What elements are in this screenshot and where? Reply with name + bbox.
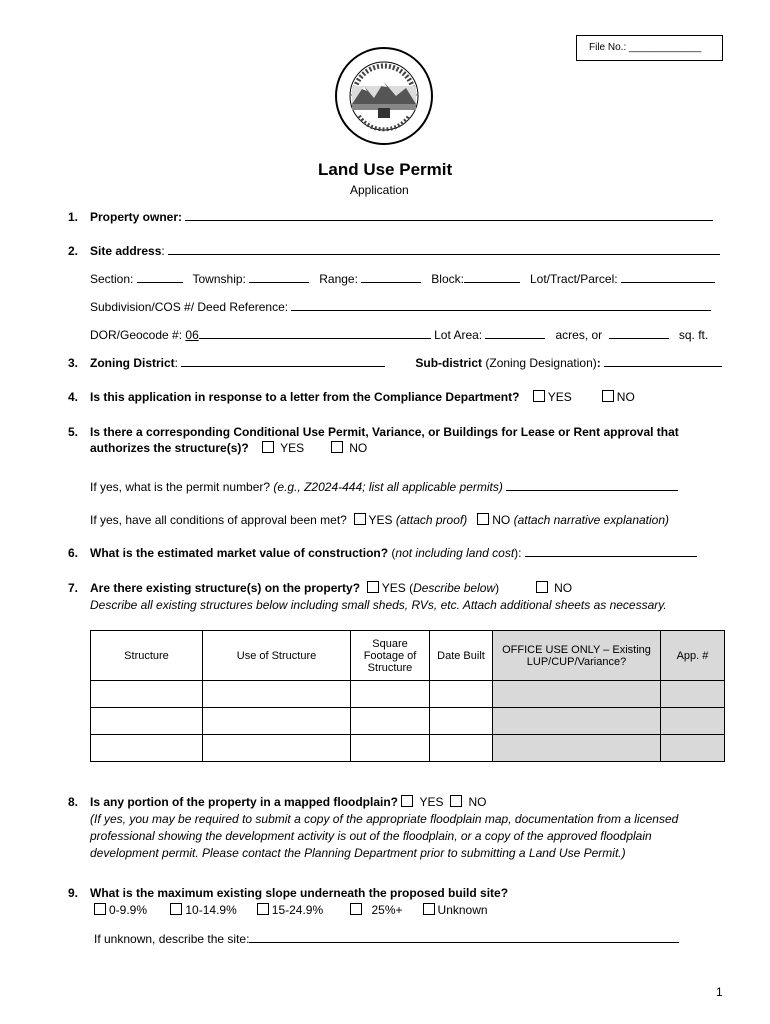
q5-no-label: NO — [349, 441, 368, 455]
subdistrict-paren: (Zoning Designation) — [485, 356, 597, 370]
county-seal-image — [334, 46, 434, 146]
dor-label: DOR/Geocode #: — [90, 328, 183, 342]
q1-label: Property owner: — [90, 210, 183, 224]
section-field[interactable] — [137, 272, 183, 283]
slope-options — [94, 903, 488, 917]
table-header: Square Footage of Structure — [351, 631, 430, 681]
q7-yes-hint: Describe below — [413, 581, 496, 595]
slope-25-plus-label: 25%+ — [371, 903, 403, 917]
subdivision-field[interactable] — [291, 300, 711, 311]
q7-yes-checkbox[interactable] — [367, 581, 379, 593]
site-address-field[interactable] — [168, 244, 720, 255]
conditions-question: If yes, have all conditions of approval been met? — [90, 513, 347, 527]
location-row — [90, 272, 715, 286]
table-header: App. # — [661, 631, 725, 681]
q7-no-label: NO — [554, 581, 573, 595]
section-label: Section: — [90, 272, 134, 286]
table-cell[interactable] — [351, 681, 430, 708]
conditions-no-hint: (attach narrative explanation) — [513, 513, 670, 527]
question-3: 3. Zoning District: Sub-district (Zoning Designation): — [68, 356, 722, 370]
slope-0-9-label: 0-9.9% — [109, 903, 148, 917]
table-cell[interactable] — [430, 681, 493, 708]
table-row — [91, 735, 725, 762]
q3-label: Zoning District — [90, 356, 175, 370]
q5-number: 5. — [68, 425, 79, 439]
township-label: Township: — [192, 272, 246, 286]
slope-15-24-checkbox[interactable] — [257, 903, 269, 915]
q5-permit-row — [90, 480, 678, 494]
q4-yes-checkbox[interactable] — [533, 390, 545, 402]
q7-instructions: Describe all existing structures below including small sheds, RVs, etc. Attach additional sheets as necessary. — [90, 598, 667, 612]
q5-yes-label: YES — [280, 441, 305, 455]
conditions-no-label: NO — [492, 513, 511, 527]
lot-field[interactable] — [621, 272, 715, 283]
q4-no-checkbox[interactable] — [602, 390, 614, 402]
slope-describe-label: If unknown, describe the site: — [94, 932, 250, 946]
conditions-no-checkbox[interactable] — [477, 513, 489, 525]
q8-note-line1: (If yes, you may be required to submit a copy of the appropriate floodplain map, documentation from a licensed — [90, 812, 679, 826]
dor-row — [90, 328, 708, 342]
q6-number: 6. — [68, 546, 79, 560]
lot-label: Lot/Tract/Parcel: — [530, 272, 618, 286]
table-cell[interactable] — [91, 735, 203, 762]
table-cell-office-use — [661, 735, 725, 762]
table-cell[interactable] — [430, 735, 493, 762]
table-cell[interactable] — [430, 708, 493, 735]
table-cell[interactable] — [203, 735, 351, 762]
q3-number: 3. — [68, 356, 79, 370]
question-4 — [68, 390, 635, 404]
table-header: Use of Structure — [203, 631, 351, 681]
sqft-field[interactable] — [609, 328, 669, 339]
table-cell[interactable] — [203, 708, 351, 735]
range-label: Range: — [319, 272, 358, 286]
q8-yes-label: YES — [419, 795, 444, 809]
subdivision-row — [90, 300, 711, 314]
question-7: 7. Are there existing structure(s) on the property? YES (Describe below) NO — [68, 581, 573, 595]
q4-number: 4. — [68, 390, 79, 404]
lot-area-label: Lot Area: — [434, 328, 483, 342]
q7-no-checkbox[interactable] — [536, 581, 548, 593]
table-cell-office-use — [493, 735, 661, 762]
q7-number: 7. — [68, 581, 79, 595]
dor-field[interactable] — [199, 328, 431, 339]
question-8 — [68, 795, 487, 809]
table-header: OFFICE USE ONLY – Existing LUP/CUP/Variance? — [493, 631, 661, 681]
q5-conditions-row — [90, 513, 669, 527]
page-subtitle: Application — [350, 183, 409, 197]
table-cell-office-use — [493, 708, 661, 735]
question-5-line1 — [68, 425, 679, 439]
slope-describe-row — [94, 932, 679, 946]
q1-number: 1. — [68, 210, 79, 224]
q4-no-label: NO — [616, 390, 635, 404]
q7-label: Are there existing structure(s) on the property? — [90, 581, 361, 595]
block-label: Block: — [431, 272, 464, 286]
q8-note-line2: professional showing the development activity is out of the floodplain, or a copy of the approved floodplain — [90, 829, 652, 843]
township-field[interactable] — [249, 272, 309, 283]
table-row — [91, 708, 725, 735]
question-2: 2. Site address: — [68, 244, 720, 258]
table-cell[interactable] — [351, 735, 430, 762]
acres-or-label: acres, or — [555, 328, 603, 342]
slope-describe-field[interactable] — [249, 932, 679, 943]
table-cell-office-use — [661, 708, 725, 735]
lot-area-field[interactable] — [485, 328, 545, 339]
file-number-box[interactable] — [576, 35, 723, 61]
q9-label: What is the maximum existing slope underneath the proposed build site? — [90, 886, 509, 900]
conditions-yes-checkbox[interactable] — [354, 513, 366, 525]
table-cell[interactable] — [91, 708, 203, 735]
table-cell[interactable] — [203, 681, 351, 708]
table-cell-office-use — [493, 681, 661, 708]
permit-number-field[interactable] — [506, 480, 678, 491]
q8-number: 8. — [68, 795, 79, 809]
slope-10-14-label: 10-14.9% — [185, 903, 237, 917]
page-number: 1 — [716, 985, 723, 999]
market-value-field[interactable] — [525, 546, 697, 557]
slope-0-9-checkbox[interactable] — [94, 903, 106, 915]
slope-25-plus-checkbox[interactable] — [350, 903, 362, 915]
page-title: Land Use Permit — [318, 160, 453, 179]
q6-hint: not including land cost — [395, 546, 515, 560]
table-row — [91, 681, 725, 708]
existing-structures-table — [90, 630, 725, 762]
q5-yes-checkbox[interactable] — [262, 441, 274, 453]
q5-no-checkbox[interactable] — [331, 441, 343, 453]
q5-label-line2: authorizes the structure(s)? — [90, 441, 249, 455]
table-header: Structure — [91, 631, 203, 681]
subdivision-label: Subdivision/COS #/ Deed Reference: — [90, 300, 289, 314]
q2-number: 2. — [68, 244, 79, 258]
question-6: 6. What is the estimated market value of construction? (not including land cost): — [68, 546, 697, 560]
q8-label: Is any portion of the property in a mapped floodplain? — [90, 795, 399, 809]
q8-note-line3: development permit. Please contact the Planning Department prior to submitting a Land Use Permit.) — [90, 846, 626, 860]
question-1 — [68, 210, 713, 224]
q7-yes-label: YES — [381, 581, 406, 595]
zoning-district-field[interactable] — [181, 356, 385, 367]
q6-label: What is the estimated market value of construction? — [90, 546, 389, 560]
table-cell-office-use — [661, 681, 725, 708]
slope-unknown-label: Unknown — [437, 903, 488, 917]
q8-no-label: NO — [468, 795, 487, 809]
conditions-yes-label: YES — [368, 513, 393, 527]
dor-value: 06 — [185, 328, 199, 342]
sqft-label: sq. ft. — [678, 328, 709, 342]
q4-yes-label: YES — [547, 390, 572, 404]
q8-no-checkbox[interactable] — [450, 795, 462, 807]
slope-10-14-checkbox[interactable] — [170, 903, 182, 915]
table-header: Date Built — [430, 631, 493, 681]
table-cell[interactable] — [351, 708, 430, 735]
table-cell[interactable] — [91, 681, 203, 708]
conditions-yes-hint: (attach proof) — [395, 513, 468, 527]
permit-number-hint: (e.g., Z2024-444; list all applicable permits) — [273, 480, 503, 494]
q8-yes-checkbox[interactable] — [401, 795, 413, 807]
property-owner-field[interactable] — [185, 210, 713, 221]
question-5-line2 — [90, 441, 367, 455]
slope-unknown-checkbox[interactable] — [423, 903, 435, 915]
slope-15-24-label: 15-24.9% — [271, 903, 324, 917]
q4-label: Is this application in response to a letter from the Compliance Department? — [90, 390, 520, 404]
subdistrict-label: Sub-district — [415, 356, 483, 370]
q2-label: Site address — [90, 244, 162, 258]
q5-label-line1: Is there a corresponding Conditional Use Permit, Variance, or Buildings for Lease or Rent approval that — [90, 425, 679, 439]
table-header-row — [91, 631, 725, 681]
range-field[interactable] — [361, 272, 421, 283]
question-9 — [68, 886, 508, 900]
q9-number: 9. — [68, 886, 79, 900]
block-field[interactable] — [464, 272, 520, 283]
subdistrict-field[interactable] — [604, 356, 722, 367]
permit-number-question: If yes, what is the permit number? — [90, 480, 271, 494]
file-number-label: File No.: _____________ — [589, 42, 702, 53]
